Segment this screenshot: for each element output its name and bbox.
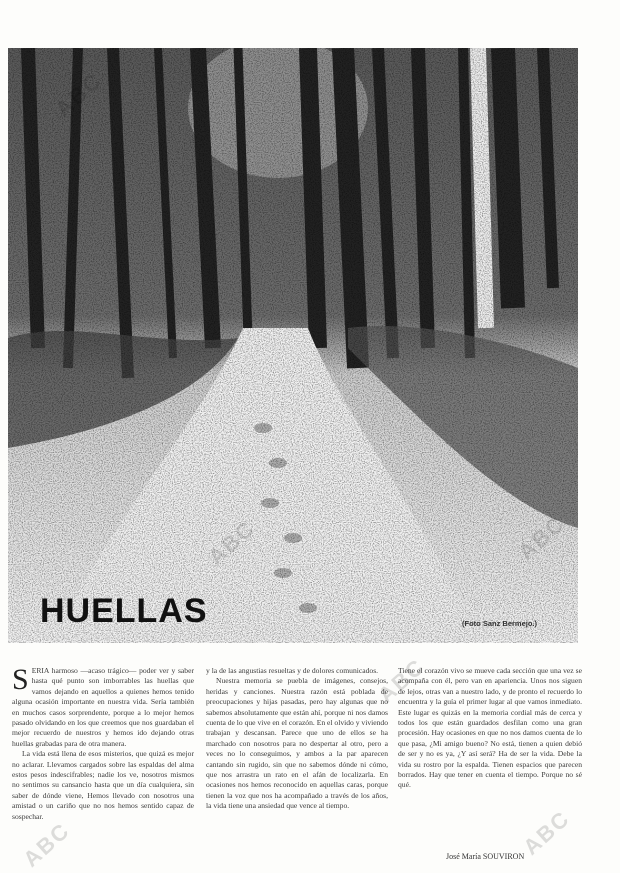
watermark: ABC — [373, 653, 430, 708]
author-signature: José María SOUVIRON — [446, 852, 525, 861]
photo-canvas — [8, 48, 578, 643]
paragraph — [12, 666, 194, 749]
watermark: ABC — [18, 817, 75, 872]
paragraph-text: ERIA harmoso —acaso trágico— poder ver y saber hasta qué punto son imborrables las huellas que vamos dejando en aquellos a quienes hemos tenido alguna ocasión importante en nuestra vida. Sería también en muchos casos sorprendente, porque a lo mejor hemos pasado olvidando en los que creemos que nos guardaban el mejor recuerdo de nuestros y hemos ido dejando otras huellas grabadas para de otra manera. — [12, 666, 194, 748]
photo-grain — [8, 48, 578, 643]
watermark: ABC — [518, 805, 575, 860]
article-column-3 — [398, 666, 582, 844]
article-title: HUELLAS — [40, 592, 208, 630]
article-column-1 — [12, 666, 194, 844]
forest-snow-photo — [8, 48, 578, 643]
paragraph: Tiene el corazón vivo se mueve cada sección que una vez se acompaña con él, pero van en apariencia. Unos nos siguen de lejos, otras van a nuestro lado, y de pronto el recuerdo lo encuentra y la guía el primer lugar al que vamos inmediato. Este lugar es quizás en la memoria cordial más de cerca y todos los que están guardados desfilan como una gran procesión. Hay ocasiones en que no nos damos cuenta de lo que pasa, ¿Mi amigo bueno? No está, tienen a quien debió de ser y no es ya, ¿Y así será? Ha de ser la vida. Debe la vida su rostro por la espalda. Tienen espacios que parecen borrados. Hay que tener en cuenta el tiempo. Porque no sé qué. — [398, 666, 582, 790]
article-column-2 — [206, 666, 388, 844]
paragraph: La vida está llena de esos misterios, que quizá es mejor no aclarar. Llevamos cargados sobre las espaldas del alma estos pesos indescifrables; nadie los ve, nosotros mismos no sentimos su cansancio hasta que un día cualquiera, sin saber de dónde viene, Hemos llevado con nosotros una amistad o un cariño que no nos hemos sentido capaz de sospechar. — [12, 749, 194, 821]
paragraph: Nuestra memoria se puebla de imágenes, consejos, heridas y canciones. Nuestra razón está poblada de preocupaciones y hijas pasadas, pero hay algunas que no sabemos absolutamente que están ahí, porque ni nos damos cuenta de lo que vive en el corazón. En el olvido y viviendo trabajan y descansan. Parece que uno de ellos se ha marchado con nosotros para no despertar al otro, pero a veces no lo conseguimos, y ambos a la par aparecen cantando sin rugido, sin que no sabemos dónde ni cómo, que nos arrastra un rato en el afán de localizarla. En ocasiones nos hemos reconocido en aquellas caras, porque tienen la voz que nos ha acompañado a través de los años, la vida tiene una ansiedad que vence al tiempo. — [206, 676, 388, 811]
photo-credit: (Foto Sanz Bermejo.) — [462, 619, 538, 628]
dropcap: S — [12, 666, 29, 696]
paragraph: y la de las angustias resueltas y de dolores comunicados. — [206, 666, 379, 675]
